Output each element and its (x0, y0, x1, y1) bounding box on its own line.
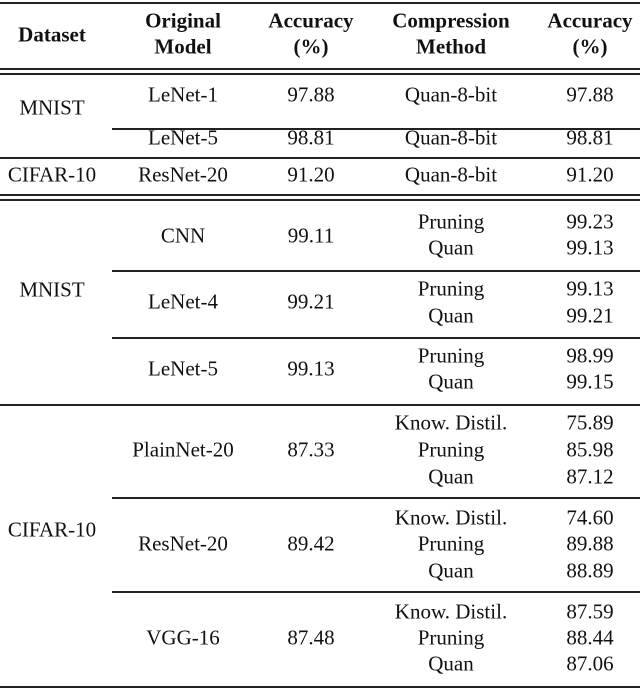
compressed-accuracy-cell: 87.06 (566, 651, 614, 676)
compression-method-cell: Know. Distil. (394, 410, 508, 435)
compressed-accuracy-cell: 99.13 (566, 235, 614, 260)
compression-method-cell: Quan-8-bit (404, 125, 498, 150)
original-accuracy-cell: 99.11 (287, 223, 335, 248)
row-rule (112, 591, 640, 593)
compressed-accuracy-cell: 89.88 (566, 531, 614, 556)
model-cell: PlainNet-20 (132, 437, 234, 462)
compression-method-cell: Quan (428, 303, 474, 328)
compressed-accuracy-cell: 99.15 (566, 369, 614, 394)
group-rule (0, 157, 640, 159)
header-rule (0, 68, 640, 70)
compression-method-cell: Quan (428, 558, 474, 583)
compression-method-cell: Pruning (417, 437, 485, 462)
dataset-cell: MNIST (19, 277, 85, 302)
compressed-accuracy-cell: 98.81 (566, 125, 614, 150)
compressed-accuracy-cell: 99.23 (566, 209, 614, 234)
compressed-accuracy-cell: 91.20 (566, 162, 614, 187)
compressed-accuracy-cell: 74.60 (566, 505, 614, 530)
compression-method-cell: Quan (428, 464, 474, 489)
compression-method-cell: Pruning (417, 276, 485, 301)
original-accuracy-cell: 87.33 (287, 437, 335, 462)
compressed-accuracy-cell: 88.44 (566, 625, 614, 650)
original-accuracy-cell: 98.81 (287, 125, 335, 150)
original-accuracy-cell: 99.13 (287, 356, 335, 381)
dataset-cell: CIFAR-10 (7, 162, 97, 187)
top-rule (0, 2, 640, 4)
bottom-rule (0, 686, 640, 688)
compression-method-cell: Quan (428, 235, 474, 260)
compression-method-cell: Pruning (417, 531, 485, 556)
compressed-accuracy-cell: 85.98 (566, 437, 614, 462)
dataset-cell: MNIST (19, 95, 85, 120)
header-dataset: Dataset (18, 22, 86, 47)
section-rule (0, 199, 640, 201)
row-rule (112, 270, 640, 272)
compression-method-cell: Pruning (417, 209, 485, 234)
header-original-model: Model (154, 34, 212, 59)
compressed-accuracy-cell: 97.88 (566, 82, 614, 107)
compression-method-cell: Quan-8-bit (404, 82, 498, 107)
original-accuracy-cell: 87.48 (287, 625, 335, 650)
header-accuracy: Accuracy (268, 8, 354, 33)
header-rule (0, 73, 640, 75)
compression-method-cell: Know. Distil. (394, 505, 508, 530)
model-cell: ResNet-20 (138, 531, 228, 556)
compressed-accuracy-cell: 75.89 (566, 410, 614, 435)
model-cell: LeNet-5 (148, 356, 218, 381)
header-accuracy-compressed: Accuracy (547, 8, 633, 33)
compression-method-cell: Pruning (417, 625, 485, 650)
model-cell: ResNet-20 (138, 162, 228, 187)
compression-method-cell: Pruning (417, 343, 485, 368)
model-cell: LeNet-5 (148, 125, 218, 150)
header-compression-method: Compression (392, 8, 510, 33)
section-rule (0, 194, 640, 196)
original-accuracy-cell: 99.21 (287, 289, 335, 314)
header-original-model: Original (145, 8, 221, 33)
compression-method-cell: Know. Distil. (394, 599, 508, 624)
compression-method-cell: Quan (428, 651, 474, 676)
model-cell: CNN (160, 223, 206, 248)
header-compression-method: Method (416, 34, 486, 59)
compressed-accuracy-cell: 98.99 (566, 343, 614, 368)
group-rule (0, 404, 640, 406)
original-accuracy-cell: 91.20 (287, 162, 335, 187)
compression-method-cell: Quan (428, 369, 474, 394)
row-rule (112, 497, 640, 499)
dataset-cell: CIFAR-10 (7, 517, 97, 542)
row-rule (112, 337, 640, 339)
model-cell: LeNet-4 (148, 289, 218, 314)
compression-method-cell: Quan-8-bit (404, 162, 498, 187)
model-cell: LeNet-1 (148, 82, 218, 107)
compressed-accuracy-cell: 88.89 (566, 558, 614, 583)
compressed-accuracy-cell: 87.59 (566, 599, 614, 624)
compressed-accuracy-cell: 99.13 (566, 276, 614, 301)
original-accuracy-cell: 89.42 (287, 531, 335, 556)
header-accuracy-compressed: (%) (572, 34, 608, 59)
model-cell: VGG-16 (146, 625, 220, 650)
header-accuracy: (%) (293, 34, 329, 59)
compressed-accuracy-cell: 87.12 (566, 464, 614, 489)
original-accuracy-cell: 97.88 (287, 82, 335, 107)
compressed-accuracy-cell: 99.21 (566, 303, 614, 328)
